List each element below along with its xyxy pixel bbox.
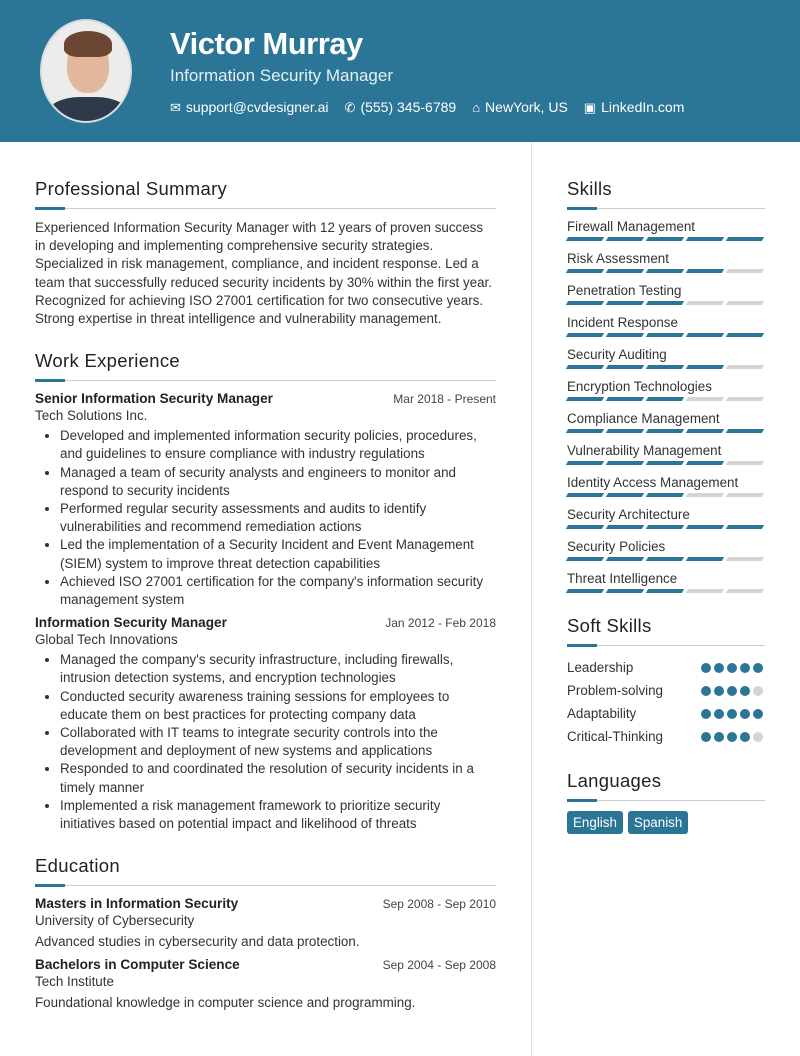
education-description: Advanced studies in cybersecurity and data protection. xyxy=(35,934,360,950)
rating-dot xyxy=(701,686,711,696)
candidate-title: Information Security Manager xyxy=(170,66,393,85)
skill-level-bar xyxy=(567,525,765,529)
skill-level-bar xyxy=(567,429,765,433)
soft-skill-name: Critical-Thinking xyxy=(567,729,663,744)
skill-level-segment xyxy=(646,461,684,465)
side-column xyxy=(567,178,765,856)
skill-level-bar xyxy=(567,365,765,369)
languages-section xyxy=(567,770,765,834)
bullet-item: • Conducted security awareness training sessions for employees to educate them on best practices for protecting company data xyxy=(60,688,496,724)
skill-level-segment xyxy=(606,429,644,433)
skill-level-segment xyxy=(686,429,724,433)
school-name: Tech Institute xyxy=(35,974,114,990)
rating-dot xyxy=(727,686,737,696)
skill-level-segment xyxy=(686,301,724,305)
skill-level-segment xyxy=(566,557,604,561)
skill-level-segment xyxy=(686,397,724,401)
rating-dot xyxy=(714,732,724,742)
contact-list xyxy=(170,99,684,116)
bullet-item: • Managed the company's security infrastructure, including firewalls, intrusion detection systems, and encryption technologies xyxy=(60,651,496,687)
skill-level-segment xyxy=(566,333,604,337)
heading-rule xyxy=(35,208,496,209)
bullet-item: • Collaborated with IT teams to integrate security controls into the development and deployment of new systems and applications xyxy=(60,724,496,760)
skill-level-segment xyxy=(726,525,764,529)
skill-level-segment xyxy=(686,237,724,241)
skill-level-segment xyxy=(726,237,764,241)
job-bullets xyxy=(35,427,496,609)
rating-dot xyxy=(740,686,750,696)
candidate-name: Victor Murray xyxy=(170,26,363,61)
heading-rule xyxy=(35,885,496,886)
language-badge: Spanish xyxy=(628,811,688,834)
skill-level-bar xyxy=(567,333,765,337)
heading-rule xyxy=(567,645,765,646)
skill-level-segment xyxy=(606,397,644,401)
skill-name: Threat Intelligence xyxy=(567,571,678,586)
job-date: Mar 2018 - Present xyxy=(393,392,496,407)
skill-level-segment xyxy=(606,557,644,561)
avatar xyxy=(40,19,132,123)
skill-level-segment xyxy=(566,237,604,241)
skill-level-segment xyxy=(566,269,604,273)
degree: Masters in Information Security xyxy=(35,896,239,912)
bullet-item: • Led the implementation of a Security Incident and Event Management (SIEM) system to improve threat detection capabilities xyxy=(60,536,496,572)
skill-level-segment xyxy=(566,589,604,593)
contact-linkedin[interactable]: ▣ LinkedIn.com xyxy=(583,99,685,115)
skill-level-segment xyxy=(606,493,644,497)
soft-skill-rating xyxy=(701,709,763,719)
heading-rule xyxy=(567,208,765,209)
contact-location: ⌂ NewYork, US xyxy=(472,99,568,115)
section-heading: Languages xyxy=(567,770,662,791)
skill-level-segment xyxy=(646,589,684,593)
heading-rule xyxy=(35,380,496,381)
contact-phone[interactable]: ✆ (555) 345-6789 xyxy=(344,99,457,115)
home-icon: ⌂ xyxy=(472,100,481,115)
job-header xyxy=(35,615,496,630)
degree: Bachelors in Computer Science xyxy=(35,957,240,973)
rating-dot xyxy=(714,686,724,696)
skill-level-segment xyxy=(726,269,764,273)
skill-name: Security Auditing xyxy=(567,347,667,362)
education-section xyxy=(35,855,496,1010)
column-divider xyxy=(531,142,532,1056)
job-date: Jan 2012 - Feb 2018 xyxy=(385,616,496,631)
heading-rule xyxy=(567,800,765,801)
bullet-item: • Developed and implemented information security policies, procedures, and guidelines to ensure compliance with industry regulations xyxy=(60,427,496,463)
skill-level-segment xyxy=(686,589,724,593)
skill-level-bar xyxy=(567,397,765,401)
job-title: Information Security Manager xyxy=(35,615,227,631)
skill-level-segment xyxy=(606,589,644,593)
skill-level-segment xyxy=(686,333,724,337)
skill-level-bar xyxy=(567,269,765,273)
skill-level-segment xyxy=(686,461,724,465)
education-date: Sep 2004 - Sep 2008 xyxy=(382,958,496,973)
skill-level-segment xyxy=(646,301,684,305)
skill-level-segment xyxy=(646,333,684,337)
skill-level-segment xyxy=(566,397,604,401)
section-heading: Professional Summary xyxy=(35,178,228,199)
skill-level-segment xyxy=(726,429,764,433)
contact-email[interactable]: ✉ support@cvdesigner.ai xyxy=(170,99,329,115)
education-header xyxy=(35,957,496,972)
soft-skill-name: Leadership xyxy=(567,660,634,675)
soft-skill-row xyxy=(567,679,765,702)
skill-level-segment xyxy=(646,557,684,561)
skill-name: Incident Response xyxy=(567,315,678,330)
skill-level-segment xyxy=(606,237,644,241)
rating-dot xyxy=(753,732,763,742)
skill-level-segment xyxy=(566,301,604,305)
skill-level-bar xyxy=(567,557,765,561)
company-name: Global Tech Innovations xyxy=(35,632,178,648)
skill-level-segment xyxy=(726,557,764,561)
skill-level-segment xyxy=(606,461,644,465)
bullet-item: • Managed a team of security analysts and engineers to monitor and respond to security incidents xyxy=(60,464,496,500)
skill-level-bar xyxy=(567,493,765,497)
rating-dot xyxy=(727,732,737,742)
rating-dot xyxy=(714,709,724,719)
linkedin-icon: ▣ xyxy=(583,100,597,115)
skill-name: Compliance Management xyxy=(567,411,720,426)
skill-level-bar xyxy=(567,461,765,465)
skill-level-segment xyxy=(606,365,644,369)
rating-dot xyxy=(714,663,724,673)
rating-dot xyxy=(753,663,763,673)
company-name: Tech Solutions Inc. xyxy=(35,408,148,424)
rating-dot xyxy=(701,663,711,673)
skill-name: Security Policies xyxy=(567,539,666,554)
soft-skill-row xyxy=(567,725,765,748)
skill-level-segment xyxy=(646,237,684,241)
education-date: Sep 2008 - Sep 2010 xyxy=(382,897,496,912)
section-heading: Soft Skills xyxy=(567,615,652,636)
job-bullets xyxy=(35,651,496,833)
skill-name: Firewall Management xyxy=(567,219,696,234)
education-header xyxy=(35,896,496,911)
skill-level-segment xyxy=(566,493,604,497)
skill-name: Vulnerability Management xyxy=(567,443,722,458)
skill-level-segment xyxy=(686,269,724,273)
skill-level-segment xyxy=(726,301,764,305)
skill-level-bar xyxy=(567,589,765,593)
skill-level-segment xyxy=(686,557,724,561)
skill-level-segment xyxy=(566,525,604,529)
soft-skill-rating xyxy=(701,663,763,673)
skill-level-bar xyxy=(567,237,765,241)
summary-section xyxy=(35,178,496,328)
soft-skill-row xyxy=(567,702,765,725)
rating-dot xyxy=(701,732,711,742)
experience-section xyxy=(35,350,496,833)
soft-skill-rating xyxy=(701,686,763,696)
soft-skill-rating xyxy=(701,732,763,742)
skills-section xyxy=(567,178,765,593)
rating-dot xyxy=(753,709,763,719)
bullet-item: • Responded to and coordinated the resolution of security incidents in a timely manner xyxy=(60,760,496,796)
skill-level-segment xyxy=(646,493,684,497)
skill-level-segment xyxy=(646,429,684,433)
main-column xyxy=(35,178,496,1032)
skill-level-segment xyxy=(646,397,684,401)
rating-dot xyxy=(727,663,737,673)
rating-dot xyxy=(727,709,737,719)
skill-level-segment xyxy=(686,525,724,529)
resume-header xyxy=(0,0,800,142)
soft-skill-row xyxy=(567,656,765,679)
phone-icon: ✆ xyxy=(344,100,356,115)
skill-level-segment xyxy=(726,461,764,465)
language-badge: English xyxy=(567,811,623,834)
skill-level-segment xyxy=(566,429,604,433)
skill-level-segment xyxy=(566,365,604,369)
skill-name: Identity Access Management xyxy=(567,475,739,490)
rating-dot xyxy=(701,709,711,719)
bullet-item: • Achieved ISO 27001 certification for the company's information security management system xyxy=(60,573,496,609)
bullet-item: • Performed regular security assessments and audits to identify vulnerabilities and recommend remediation actions xyxy=(60,500,496,536)
soft-skill-name: Adaptability xyxy=(567,706,637,721)
skill-level-segment xyxy=(646,269,684,273)
skill-level-segment xyxy=(726,333,764,337)
rating-dot xyxy=(740,709,750,719)
rating-dot xyxy=(753,686,763,696)
soft-skill-name: Problem-solving xyxy=(567,683,664,698)
skill-level-segment xyxy=(606,269,644,273)
rating-dot xyxy=(740,663,750,673)
job-header xyxy=(35,391,496,406)
skill-name: Security Architecture xyxy=(567,507,690,522)
skill-level-segment xyxy=(646,365,684,369)
skill-level-segment xyxy=(606,525,644,529)
skill-level-segment xyxy=(606,333,644,337)
skill-level-segment xyxy=(726,365,764,369)
skill-level-bar xyxy=(567,301,765,305)
skill-level-segment xyxy=(726,397,764,401)
skill-level-segment xyxy=(686,365,724,369)
rating-dot xyxy=(740,732,750,742)
section-heading: Work Experience xyxy=(35,350,181,372)
skill-level-segment xyxy=(686,493,724,497)
skill-level-segment xyxy=(606,301,644,305)
soft-skills-section xyxy=(567,615,765,748)
summary-text: Experienced Information Security Manager with 12 years of proven success in developing and implementing comprehensive security strategies. Specialized in risk management, compliance, and incident response. Led a team that successfully reduced security incidents by 30% within the first year. Recognized for achieving ISO 27001 certification for two consecutive years. Strong expertise in threat intelligence and vulnerability management. xyxy=(35,220,492,327)
skill-name: Risk Assessment xyxy=(567,251,669,266)
bullet-item: • Implemented a risk management framework to prioritize security initiatives based on potential impact and likelihood of threats xyxy=(60,797,496,833)
skill-level-segment xyxy=(646,525,684,529)
language-list xyxy=(567,811,765,834)
school-name: University of Cybersecurity xyxy=(35,913,195,929)
skill-level-segment xyxy=(726,589,764,593)
skill-name: Encryption Technologies xyxy=(567,379,712,394)
section-heading: Education xyxy=(35,855,120,877)
skill-name: Penetration Testing xyxy=(567,283,682,298)
skill-level-segment xyxy=(566,461,604,465)
job-title: Senior Information Security Manager xyxy=(35,391,273,407)
section-heading: Skills xyxy=(567,178,612,199)
envelope-icon: ✉ xyxy=(170,100,181,115)
education-description: Foundational knowledge in computer science and programming. xyxy=(35,995,416,1011)
skill-level-segment xyxy=(726,493,764,497)
